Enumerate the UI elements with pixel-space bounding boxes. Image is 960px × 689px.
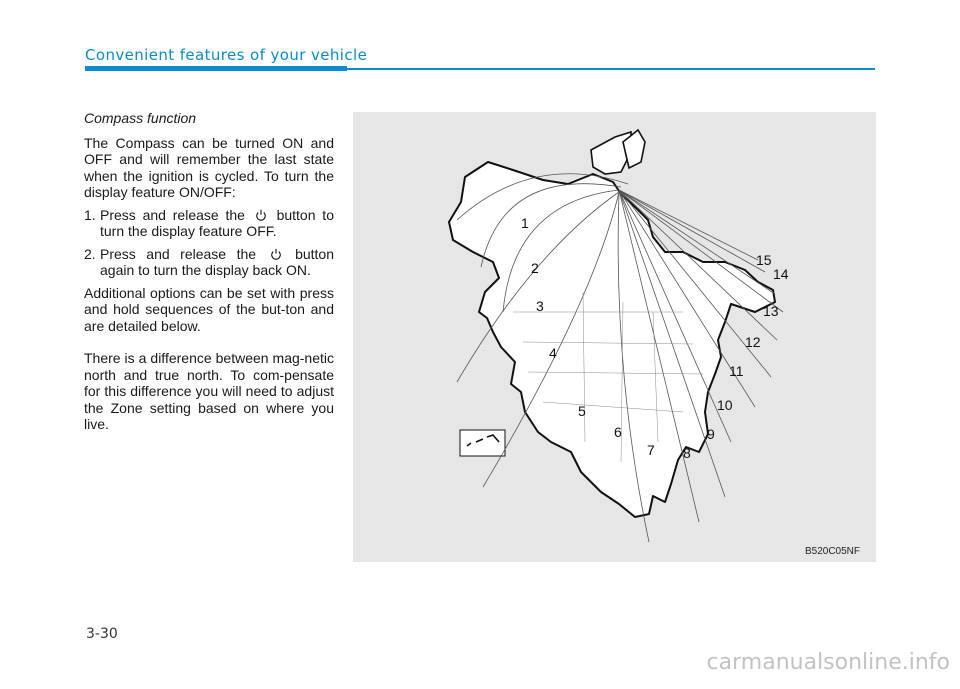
zone-label: 3	[536, 298, 544, 314]
step-number: 1.	[84, 206, 96, 223]
step-text-pre: Press and release the	[100, 206, 245, 223]
magnetic-north-paragraph: There is a difference between mag-netic north and true north. To com-pensate for this difference you will need to adjust the Zone setting based on where you live.	[84, 350, 334, 432]
step-text-pre: Press and release the	[100, 245, 257, 262]
step-text-post: button to turn the display feature OFF.	[100, 206, 334, 239]
zone-label: 6	[614, 424, 622, 440]
north-america-zone-map	[353, 112, 876, 562]
watermark: carmanualsonline.info	[706, 650, 950, 675]
section-header-title: Convenient features of your vehicle	[85, 46, 368, 64]
step-2	[84, 246, 334, 279]
zone-label: 12	[745, 334, 761, 350]
zone-label: 1	[521, 215, 529, 231]
zone-label: 8	[683, 445, 691, 461]
zone-label: 2	[531, 260, 539, 276]
compass-function-heading: Compass function	[84, 110, 197, 126]
zone-label: 4	[549, 345, 557, 361]
zone-label: 13	[763, 303, 779, 319]
header-rule	[347, 68, 875, 70]
hawaii-inset	[460, 430, 505, 456]
step-text	[100, 246, 334, 279]
zone-label: 11	[729, 363, 744, 379]
step-text-post: button again to turn the display back ON.	[100, 245, 335, 278]
zone-label: 14	[773, 266, 789, 282]
additional-options-paragraph: Additional options can be set with press and hold sequences of the but-ton and are detailed below.	[84, 284, 334, 334]
header-rule-accent	[85, 66, 347, 71]
page-number: 3-30	[86, 626, 118, 642]
north-america-outline	[449, 162, 775, 517]
step-1	[84, 207, 334, 240]
compass-zone-map-figure	[353, 112, 876, 562]
figure-code: B520C05NF	[804, 546, 860, 557]
zone-label: 10	[717, 397, 733, 413]
power-button-icon	[255, 209, 267, 221]
zone-label: 9	[707, 426, 715, 442]
step-number: 2.	[84, 245, 96, 262]
zone-label: 5	[578, 403, 586, 419]
text-column	[84, 110, 334, 439]
zone-label: 15	[756, 252, 772, 268]
step-text	[100, 207, 334, 240]
intro-paragraph: The Compass can be turned ON and OFF and will remember the last state when the ignition is cycled. To turn the display feature ON/OFF:	[84, 134, 334, 200]
zone-label: 7	[647, 442, 655, 458]
power-button-icon	[270, 248, 282, 260]
